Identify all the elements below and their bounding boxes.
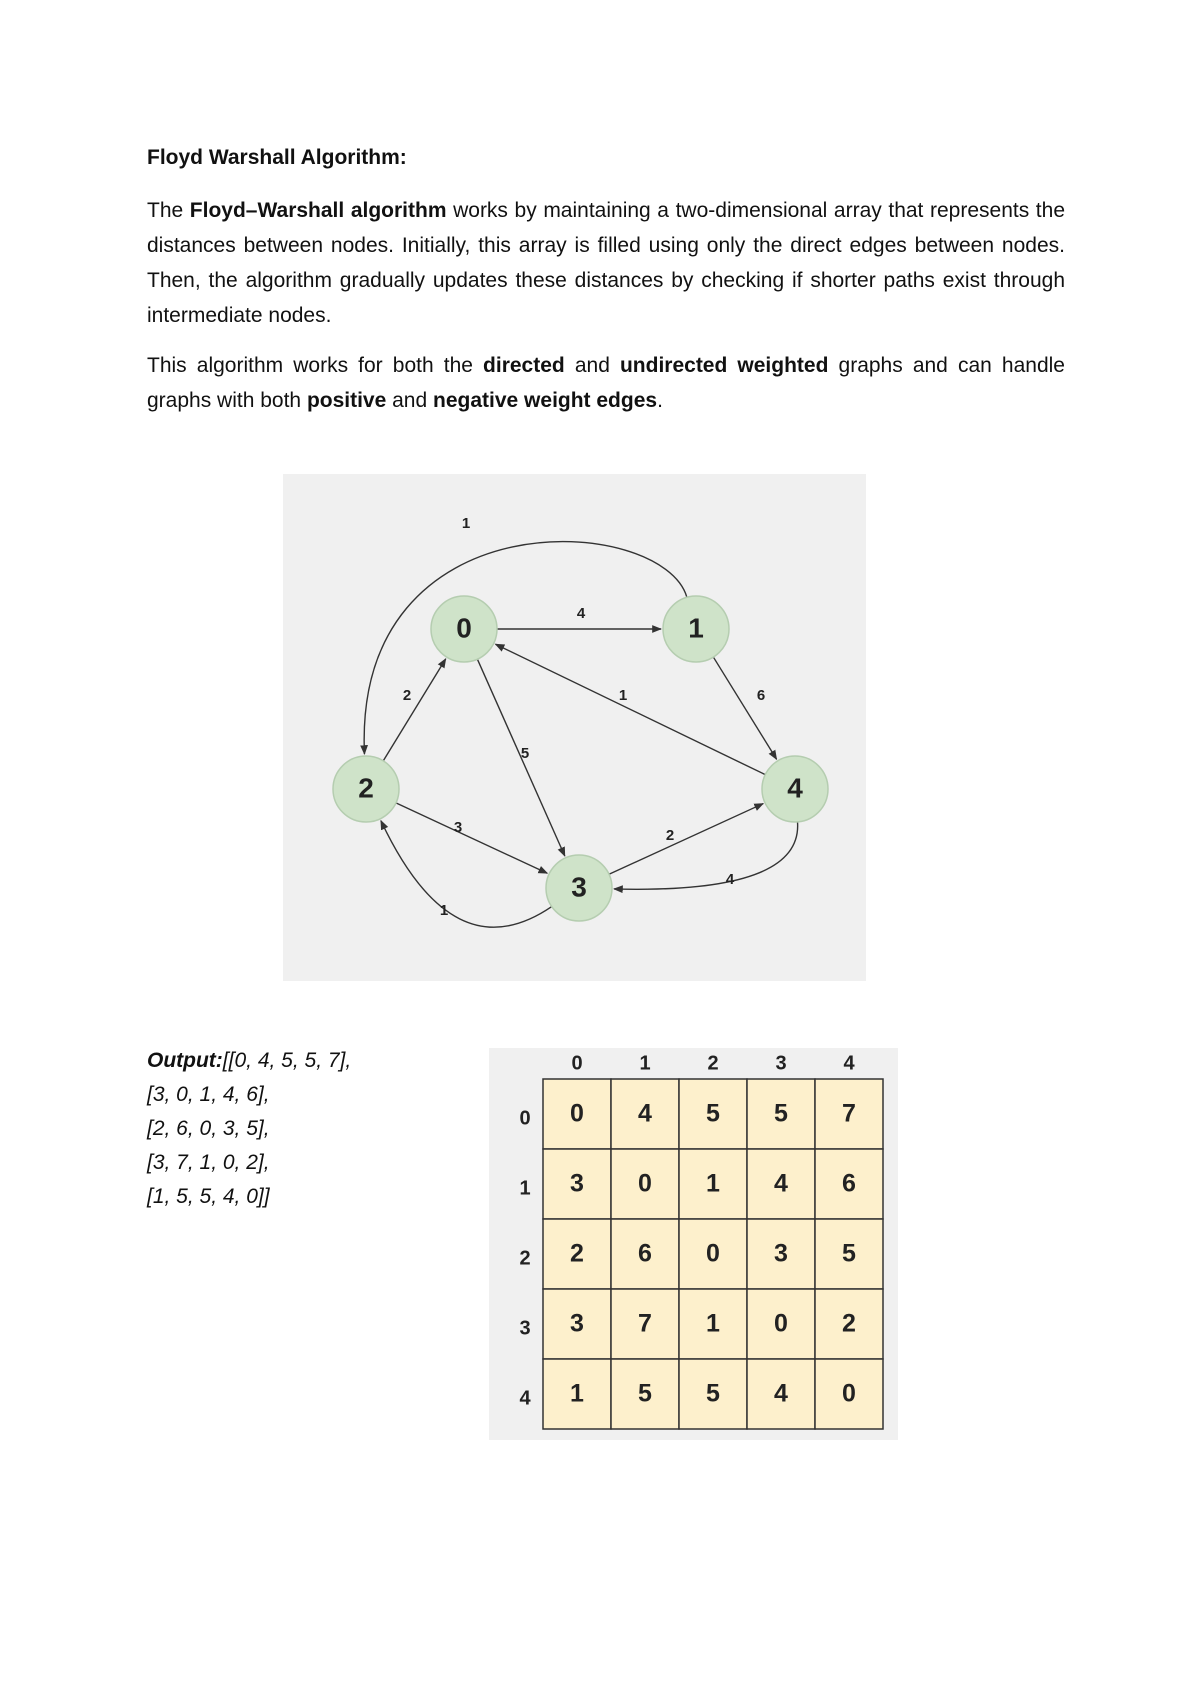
matrix-cell-value: 5 xyxy=(638,1379,652,1408)
row-header: 4 xyxy=(519,1387,531,1410)
edge-weight-label: 4 xyxy=(725,870,735,888)
edge-weight-label: 2 xyxy=(402,686,412,704)
edge-weight-label: 3 xyxy=(453,818,463,836)
matrix-cell-value: 5 xyxy=(706,1379,720,1408)
row-header: 2 xyxy=(519,1247,531,1270)
intro-paragraph xyxy=(147,193,1065,333)
matrix-cell-value: 7 xyxy=(842,1099,856,1128)
page-heading: Floyd Warshall Algorithm: xyxy=(147,146,407,169)
edge-weight-label: 1 xyxy=(618,686,628,704)
matrix-cell-value: 4 xyxy=(774,1169,788,1198)
matrix-cell-value: 0 xyxy=(638,1169,652,1198)
matrix-cell-value: 5 xyxy=(706,1099,720,1128)
edge-1-4 xyxy=(713,657,776,759)
text-run: This algorithm works for both the xyxy=(147,354,484,377)
edge-weight-label: 1 xyxy=(461,514,471,532)
edge-weight-label: 6 xyxy=(756,686,766,704)
row-header: 0 xyxy=(519,1107,531,1130)
edge-2-3 xyxy=(396,803,547,873)
column-header: 1 xyxy=(639,1052,651,1075)
graph-diagram xyxy=(283,474,866,981)
column-header: 4 xyxy=(843,1052,855,1075)
node-label: 0 xyxy=(456,612,472,644)
text-run: and xyxy=(564,354,620,377)
matrix-table xyxy=(489,1048,898,1440)
output-line: [2, 6, 0, 3, 5], xyxy=(147,1117,270,1140)
node-label: 2 xyxy=(358,772,374,804)
output-line: [1, 5, 5, 4, 0]] xyxy=(147,1185,270,1208)
column-header: 2 xyxy=(707,1052,719,1075)
text-run: The xyxy=(147,199,190,222)
matrix-cell-value: 1 xyxy=(706,1309,720,1338)
bold-term: negative weight edges xyxy=(433,389,658,412)
matrix-cell-value: 6 xyxy=(638,1239,652,1268)
bold-term: positive xyxy=(306,389,387,412)
matrix-cell-value: 1 xyxy=(706,1169,720,1198)
edge-4-0 xyxy=(496,644,766,774)
output-line: [3, 7, 1, 0, 2], xyxy=(147,1151,270,1174)
row-header: 3 xyxy=(519,1317,531,1340)
matrix-cell-value: 4 xyxy=(774,1379,788,1408)
output-line-text: [[0, 4, 5, 5, 7], xyxy=(222,1049,352,1072)
edge-weight-label: 2 xyxy=(665,826,675,844)
output-line xyxy=(147,1044,351,1078)
matrix-cell-value: 0 xyxy=(842,1379,856,1408)
edge-3-2 xyxy=(381,818,552,928)
matrix-cell-value: 3 xyxy=(570,1169,584,1198)
edge-2-0 xyxy=(383,659,445,761)
matrix-cell-value: 0 xyxy=(570,1099,584,1128)
matrix-cell-value: 0 xyxy=(706,1239,720,1268)
output-line: [3, 0, 1, 4, 6], xyxy=(147,1083,270,1106)
text-run: and xyxy=(386,389,434,412)
matrix-cell-value: 2 xyxy=(842,1309,856,1338)
matrix-cell-value: 3 xyxy=(774,1239,788,1268)
text-run: graphs and can handle graphs with both xyxy=(147,354,1065,412)
column-header: 3 xyxy=(775,1052,787,1075)
matrix-cell-value: 4 xyxy=(638,1099,652,1128)
bold-term: directed xyxy=(483,354,565,377)
output-label: Output: xyxy=(147,1049,223,1072)
matrix-cell-value: 2 xyxy=(570,1239,584,1268)
node-label: 1 xyxy=(688,612,704,644)
column-header: 0 xyxy=(571,1052,583,1075)
applicability-paragraph xyxy=(147,348,1065,418)
node-label: 4 xyxy=(787,772,803,804)
matrix-cell-value: 0 xyxy=(774,1309,788,1338)
graph-figure xyxy=(283,474,866,981)
edge-1-2 xyxy=(364,542,687,754)
node-label: 3 xyxy=(571,871,587,903)
text-run: works by maintaining a two-dimensional array that represents the distances between nodes. Initially, this array is filled using only the direct edges between nodes. Then, the algorithm gradually updates these distances by checking if shorter paths exist through intermediate nodes. xyxy=(147,199,1066,327)
edge-weight-label: 1 xyxy=(439,901,449,919)
edge-weight-label: 4 xyxy=(576,604,586,622)
edge-3-4 xyxy=(609,804,763,875)
matrix-cell-value: 5 xyxy=(774,1099,788,1128)
row-header: 1 xyxy=(519,1177,531,1200)
bold-term: Floyd–Warshall algorithm xyxy=(189,199,447,222)
matrix-cell-value: 1 xyxy=(570,1379,584,1408)
matrix-cell-value: 5 xyxy=(842,1239,856,1268)
matrix-cell-value: 6 xyxy=(842,1169,856,1198)
bold-term: undirected weighted xyxy=(619,354,829,377)
edge-4-3 xyxy=(614,822,798,889)
matrix-cell-value: 3 xyxy=(570,1309,584,1338)
text-run: . xyxy=(657,389,663,412)
distance-matrix xyxy=(489,1048,898,1440)
edge-weight-label: 5 xyxy=(520,744,530,762)
matrix-cell-value: 7 xyxy=(638,1309,652,1338)
output-block xyxy=(147,1044,351,1214)
